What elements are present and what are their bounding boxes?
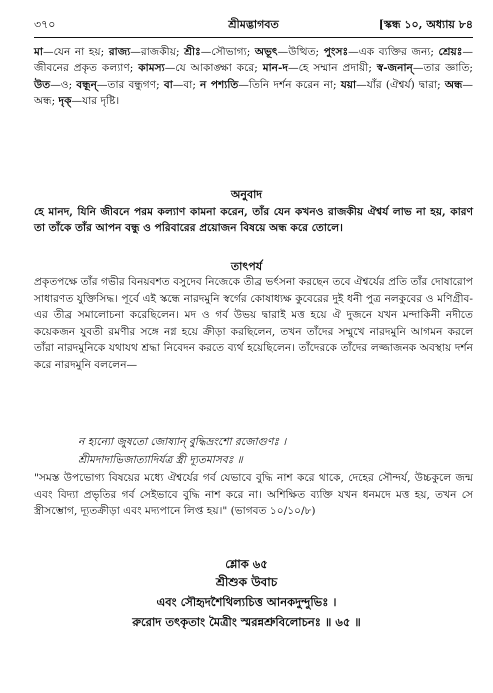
wbw-term: শ্রেয়ঃ bbox=[438, 46, 463, 58]
page-header bbox=[34, 14, 473, 36]
wbw-term: ন পশ্যতি bbox=[200, 78, 239, 91]
wbw-meaning: —যে আকাঙ্ক্ষা করে; bbox=[164, 62, 263, 75]
wbw-meaning: —জীবনের প্রকৃত কল্যাণ; bbox=[34, 46, 473, 75]
wbw-meaning: —তার বন্ধুগণ; bbox=[96, 78, 164, 91]
wbw-meaning: —যেন না হয়; bbox=[42, 46, 109, 58]
shloka-line-1: এবং সৌহৃদশৈথিল্যচিত্ত আনকদুন্দুভিঃ । bbox=[156, 595, 337, 609]
purport-heading: তাৎপর্য bbox=[230, 260, 263, 273]
wbw-term: বা bbox=[163, 78, 173, 91]
verse-translation-quote: "সমস্ত উপভোগ্য বিষয়ের মধ্যে ঐশ্বর্যের গর্ব যেভাবে বুদ্ধি নাশ করে থাকে, দেহের সৌন্দর্য, উচ্চকুলে জন্ম এবং বিদ্যা প্রভৃতির গর্ব সেইভাবে বুদ্ধি নাশ করে না। অশিক্ষিত ব্যক্তি যখন ধনমদে মত্ত হয়, তখন সে স্ত্রীসম্ভোগ, দ্যূতক্রীড়া এবং মদ্যপানে লিপ্ত হয়।" (ভাগবত ১০/১০/৮) bbox=[34, 472, 473, 518]
wbw-term: যয়া bbox=[340, 78, 357, 91]
shloka-heading: শ্লোক ৬৫ bbox=[225, 557, 268, 571]
purport-text: প্রকৃতপক্ষে তাঁর গভীর বিনয়বশত বসুদেব নিজেকে তীব্র ভর্ৎসনা করছেন তবে ঐশ্বর্যের প্রতি তাঁর দোষারোপ সাধারণত যুক্তিসিদ্ধ। পূর্বে এই স্কন্ধে নারদমুনি স্বর্গের কোষাধ্যক্ষ কুবেরের দুই ধনী পুত্র নলকুবের ও মণিগ্রীব-এর তীব্র সমালোচনা করেছিলেন। মদ ও গর্ব উভয় দ্বারাই মত্ত হয়ে ঐ দুজনে যখন মন্দাকিনী নদীতে কয়েকজন যুবতী রমণীর সঙ্গে নগ্ন হয়ে ক্রীড়া করছিলেন, তখন তাঁদের সম্মুখে নারদমুনি আগমন করলে তাঁরা নারদমুনিকে যথাযথ শ্রদ্ধা নিবেদন করতে ব্যর্থ হয়েছিলেন। তাঁদেরকে তাঁদের লজ্জাজনক অবস্থায় দর্শন করে নারদমুনি বললেন— bbox=[34, 276, 473, 371]
translation-text: হে মানদ, যিনি জীবনে পরম কল্যাণ কামনা করেন, তাঁর যেন কখনও রাজকীয় ঐশ্বর্য লাভ না হয়, কারণ তা তাঁকে তাঁর আপন বন্ধু ও পরিবারের প্রয়োজন বিষয়ে অন্ধ করে তোলে। bbox=[34, 206, 473, 235]
wbw-meaning: —তার জ্ঞাতি; bbox=[412, 62, 473, 75]
wbw-term: দৃক্ bbox=[58, 95, 72, 108]
wbw-term: কামস্য bbox=[138, 62, 165, 75]
translation-heading: অনুবাদ bbox=[230, 188, 263, 201]
wbw-term: বন্ধূন্ bbox=[76, 78, 97, 91]
wbw-term: স্ব-জনান্ bbox=[376, 62, 413, 75]
word-for-word-meanings bbox=[34, 44, 473, 110]
chapter-reference: [স্কন্ধ ১০, অধ্যায় ৮৪ bbox=[378, 18, 473, 31]
page-number: ৩৭০ bbox=[34, 18, 56, 31]
wbw-term: মান-দ bbox=[262, 62, 288, 75]
wbw-meaning: —এক ব্যক্তির জন্য; bbox=[348, 46, 439, 58]
wbw-term: উত bbox=[34, 78, 51, 91]
wbw-term: শ্রীঃ bbox=[184, 46, 201, 58]
wbw-meaning: —বা; bbox=[172, 78, 201, 91]
wbw-term: পুংসঃ bbox=[323, 46, 349, 58]
wbw-meaning: —হে সম্মান প্রদায়ী; bbox=[287, 62, 377, 75]
book-title: শ্রীমদ্ভাগবত bbox=[228, 18, 279, 31]
shloka-speaker: শ্রীশুক উবাচ bbox=[215, 575, 278, 589]
wbw-term: অভূৎ bbox=[254, 46, 278, 58]
wbw-meaning: —রাজকীয়; bbox=[130, 46, 185, 58]
wbw-meaning: —উত্থিত; bbox=[277, 46, 324, 58]
wbw-meaning: —অন্ধ; bbox=[34, 78, 474, 108]
quoted-verse bbox=[78, 433, 473, 469]
header-divider bbox=[34, 37, 473, 38]
wbw-meaning: —ও; bbox=[50, 78, 77, 91]
wbw-meaning: —সৌভাগ্য; bbox=[200, 46, 255, 58]
shloka-line-2: রুরোদ তৎকৃতাং মৈত্রীং স্মরন্নশ্রুবিলোচনঃ ॥ ৬৫ ॥ bbox=[132, 615, 361, 629]
quoted-verse-line-1: ন হ্যন্যো জুষতো জোষ্যান্ বুদ্ধিভ্রংশো রজোগুণঃ । bbox=[78, 436, 287, 448]
wbw-meaning: —যার দৃষ্টি। bbox=[71, 95, 120, 108]
wbw-term: রাজ্য bbox=[108, 46, 131, 58]
wbw-meaning: —তিনি দর্শন করেন না; bbox=[238, 78, 341, 91]
wbw-term: মা bbox=[34, 46, 43, 58]
quoted-verse-line-2: শ্রীমদাদাভিজাত্যাদির্যত্র স্ত্রী দ্যূতমাসবঃ ॥ bbox=[78, 454, 243, 466]
wbw-meaning: —যাঁর (ঐশ্বর্য) দ্বারা; bbox=[356, 78, 445, 91]
wbw-term: অন্ধ bbox=[444, 78, 463, 91]
